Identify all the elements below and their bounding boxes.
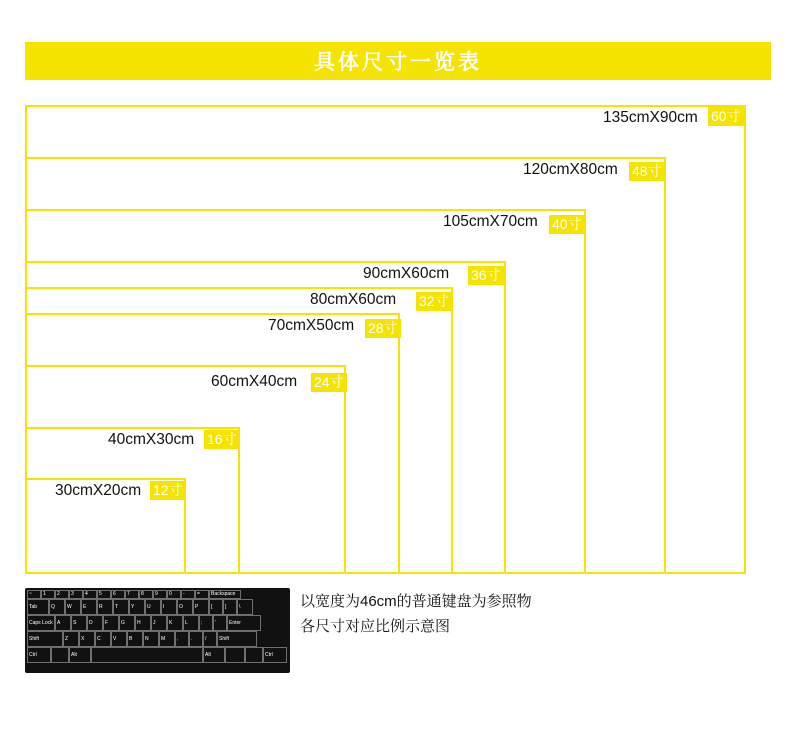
keyboard-key: Tab bbox=[27, 599, 49, 615]
keyboard-key: O bbox=[177, 599, 193, 615]
keyboard-key: P bbox=[193, 599, 209, 615]
keyboard-key: 8 bbox=[139, 590, 153, 599]
size-label: 80cmX60cm bbox=[310, 291, 397, 308]
keyboard-key: R bbox=[97, 599, 113, 615]
keyboard-key: 7 bbox=[125, 590, 139, 599]
inch-badge: 32寸 bbox=[416, 292, 452, 311]
keyboard-key: 4 bbox=[83, 590, 97, 599]
keyboard-key: 1 bbox=[41, 590, 55, 599]
page-title: 具体尺寸一览表 bbox=[25, 42, 771, 80]
keyboard-key: N bbox=[143, 631, 159, 647]
keyboard-key: [ bbox=[209, 599, 223, 615]
keyboard-key: K bbox=[167, 615, 183, 631]
keyboard-key: J bbox=[151, 615, 167, 631]
inch-badge: 36寸 bbox=[468, 266, 504, 285]
keyboard-key: Alt bbox=[69, 647, 91, 663]
keyboard-key: / bbox=[203, 631, 217, 647]
inch-badge: 60寸 bbox=[708, 107, 744, 126]
keyboard-key: S bbox=[71, 615, 87, 631]
size-label: 90cmX60cm bbox=[363, 265, 450, 282]
inch-badge: 12寸 bbox=[150, 481, 186, 500]
keyboard-key: Ctrl bbox=[27, 647, 51, 663]
note-line-1: 以宽度为46cm的普通键盘为参照物 bbox=[300, 593, 532, 610]
keyboard-key: 9 bbox=[153, 590, 167, 599]
keyboard-key: E bbox=[81, 599, 97, 615]
keyboard-key: X bbox=[79, 631, 95, 647]
keyboard-key: F bbox=[103, 615, 119, 631]
keyboard-key: Z bbox=[63, 631, 79, 647]
keyboard-key: \ bbox=[237, 599, 253, 615]
keyboard-key: M bbox=[159, 631, 175, 647]
keyboard-key: , bbox=[175, 631, 189, 647]
keyboard-key: . bbox=[189, 631, 203, 647]
keyboard-key: D bbox=[87, 615, 103, 631]
size-label: 135cmX90cm bbox=[603, 109, 698, 126]
keyboard-key: 3 bbox=[69, 590, 83, 599]
reference-keyboard bbox=[25, 588, 290, 673]
keyboard-key: Enter bbox=[227, 615, 261, 631]
keyboard-key: A bbox=[55, 615, 71, 631]
keyboard-key: - bbox=[181, 590, 195, 599]
size-label: 120cmX80cm bbox=[523, 161, 618, 178]
keyboard-key: V bbox=[111, 631, 127, 647]
inch-badge: 28寸 bbox=[365, 319, 401, 338]
keyboard-key: Shift bbox=[217, 631, 257, 647]
keyboard-key: 0 bbox=[167, 590, 181, 599]
keyboard-key: U bbox=[145, 599, 161, 615]
keyboard-key: 2 bbox=[55, 590, 69, 599]
keyboard-key: Y bbox=[129, 599, 145, 615]
keyboard-key: G bbox=[119, 615, 135, 631]
size-label: 40cmX30cm bbox=[108, 431, 195, 448]
keyboard-key bbox=[245, 647, 263, 663]
keyboard-key: = bbox=[195, 590, 209, 599]
inch-badge: 24寸 bbox=[311, 373, 347, 392]
keyboard-key: ~ bbox=[27, 590, 41, 599]
inch-badge: 16寸 bbox=[204, 430, 240, 449]
keyboard-key: I bbox=[161, 599, 177, 615]
keyboard-key: Ctrl bbox=[263, 647, 287, 663]
keyboard-key: H bbox=[135, 615, 151, 631]
size-label: 30cmX20cm bbox=[55, 482, 142, 499]
size-label: 70cmX50cm bbox=[268, 317, 355, 334]
keyboard-key: 6 bbox=[111, 590, 125, 599]
keyboard-key: 5 bbox=[97, 590, 111, 599]
keyboard-key bbox=[51, 647, 69, 663]
keyboard-key: Backspace bbox=[209, 590, 241, 599]
size-label: 60cmX40cm bbox=[211, 373, 298, 390]
inch-badge: 40寸 bbox=[549, 215, 585, 234]
keyboard-key bbox=[225, 647, 245, 663]
keyboard-key: ; bbox=[199, 615, 213, 631]
note-line-2: 各尺寸对应比例示意图 bbox=[300, 618, 451, 635]
keyboard-key bbox=[91, 647, 203, 663]
inch-badge: 48寸 bbox=[629, 162, 665, 181]
size-label: 105cmX70cm bbox=[443, 213, 538, 230]
keyboard-key: W bbox=[65, 599, 81, 615]
keyboard-key: Shift bbox=[27, 631, 63, 647]
keyboard-key: B bbox=[127, 631, 143, 647]
keyboard-key: Alt bbox=[203, 647, 225, 663]
keyboard-key: ' bbox=[213, 615, 227, 631]
keyboard-key: Caps Lock bbox=[27, 615, 55, 631]
keyboard-key: C bbox=[95, 631, 111, 647]
keyboard-key: L bbox=[183, 615, 199, 631]
keyboard-key: Q bbox=[49, 599, 65, 615]
keyboard-key: ] bbox=[223, 599, 237, 615]
keyboard-key: T bbox=[113, 599, 129, 615]
